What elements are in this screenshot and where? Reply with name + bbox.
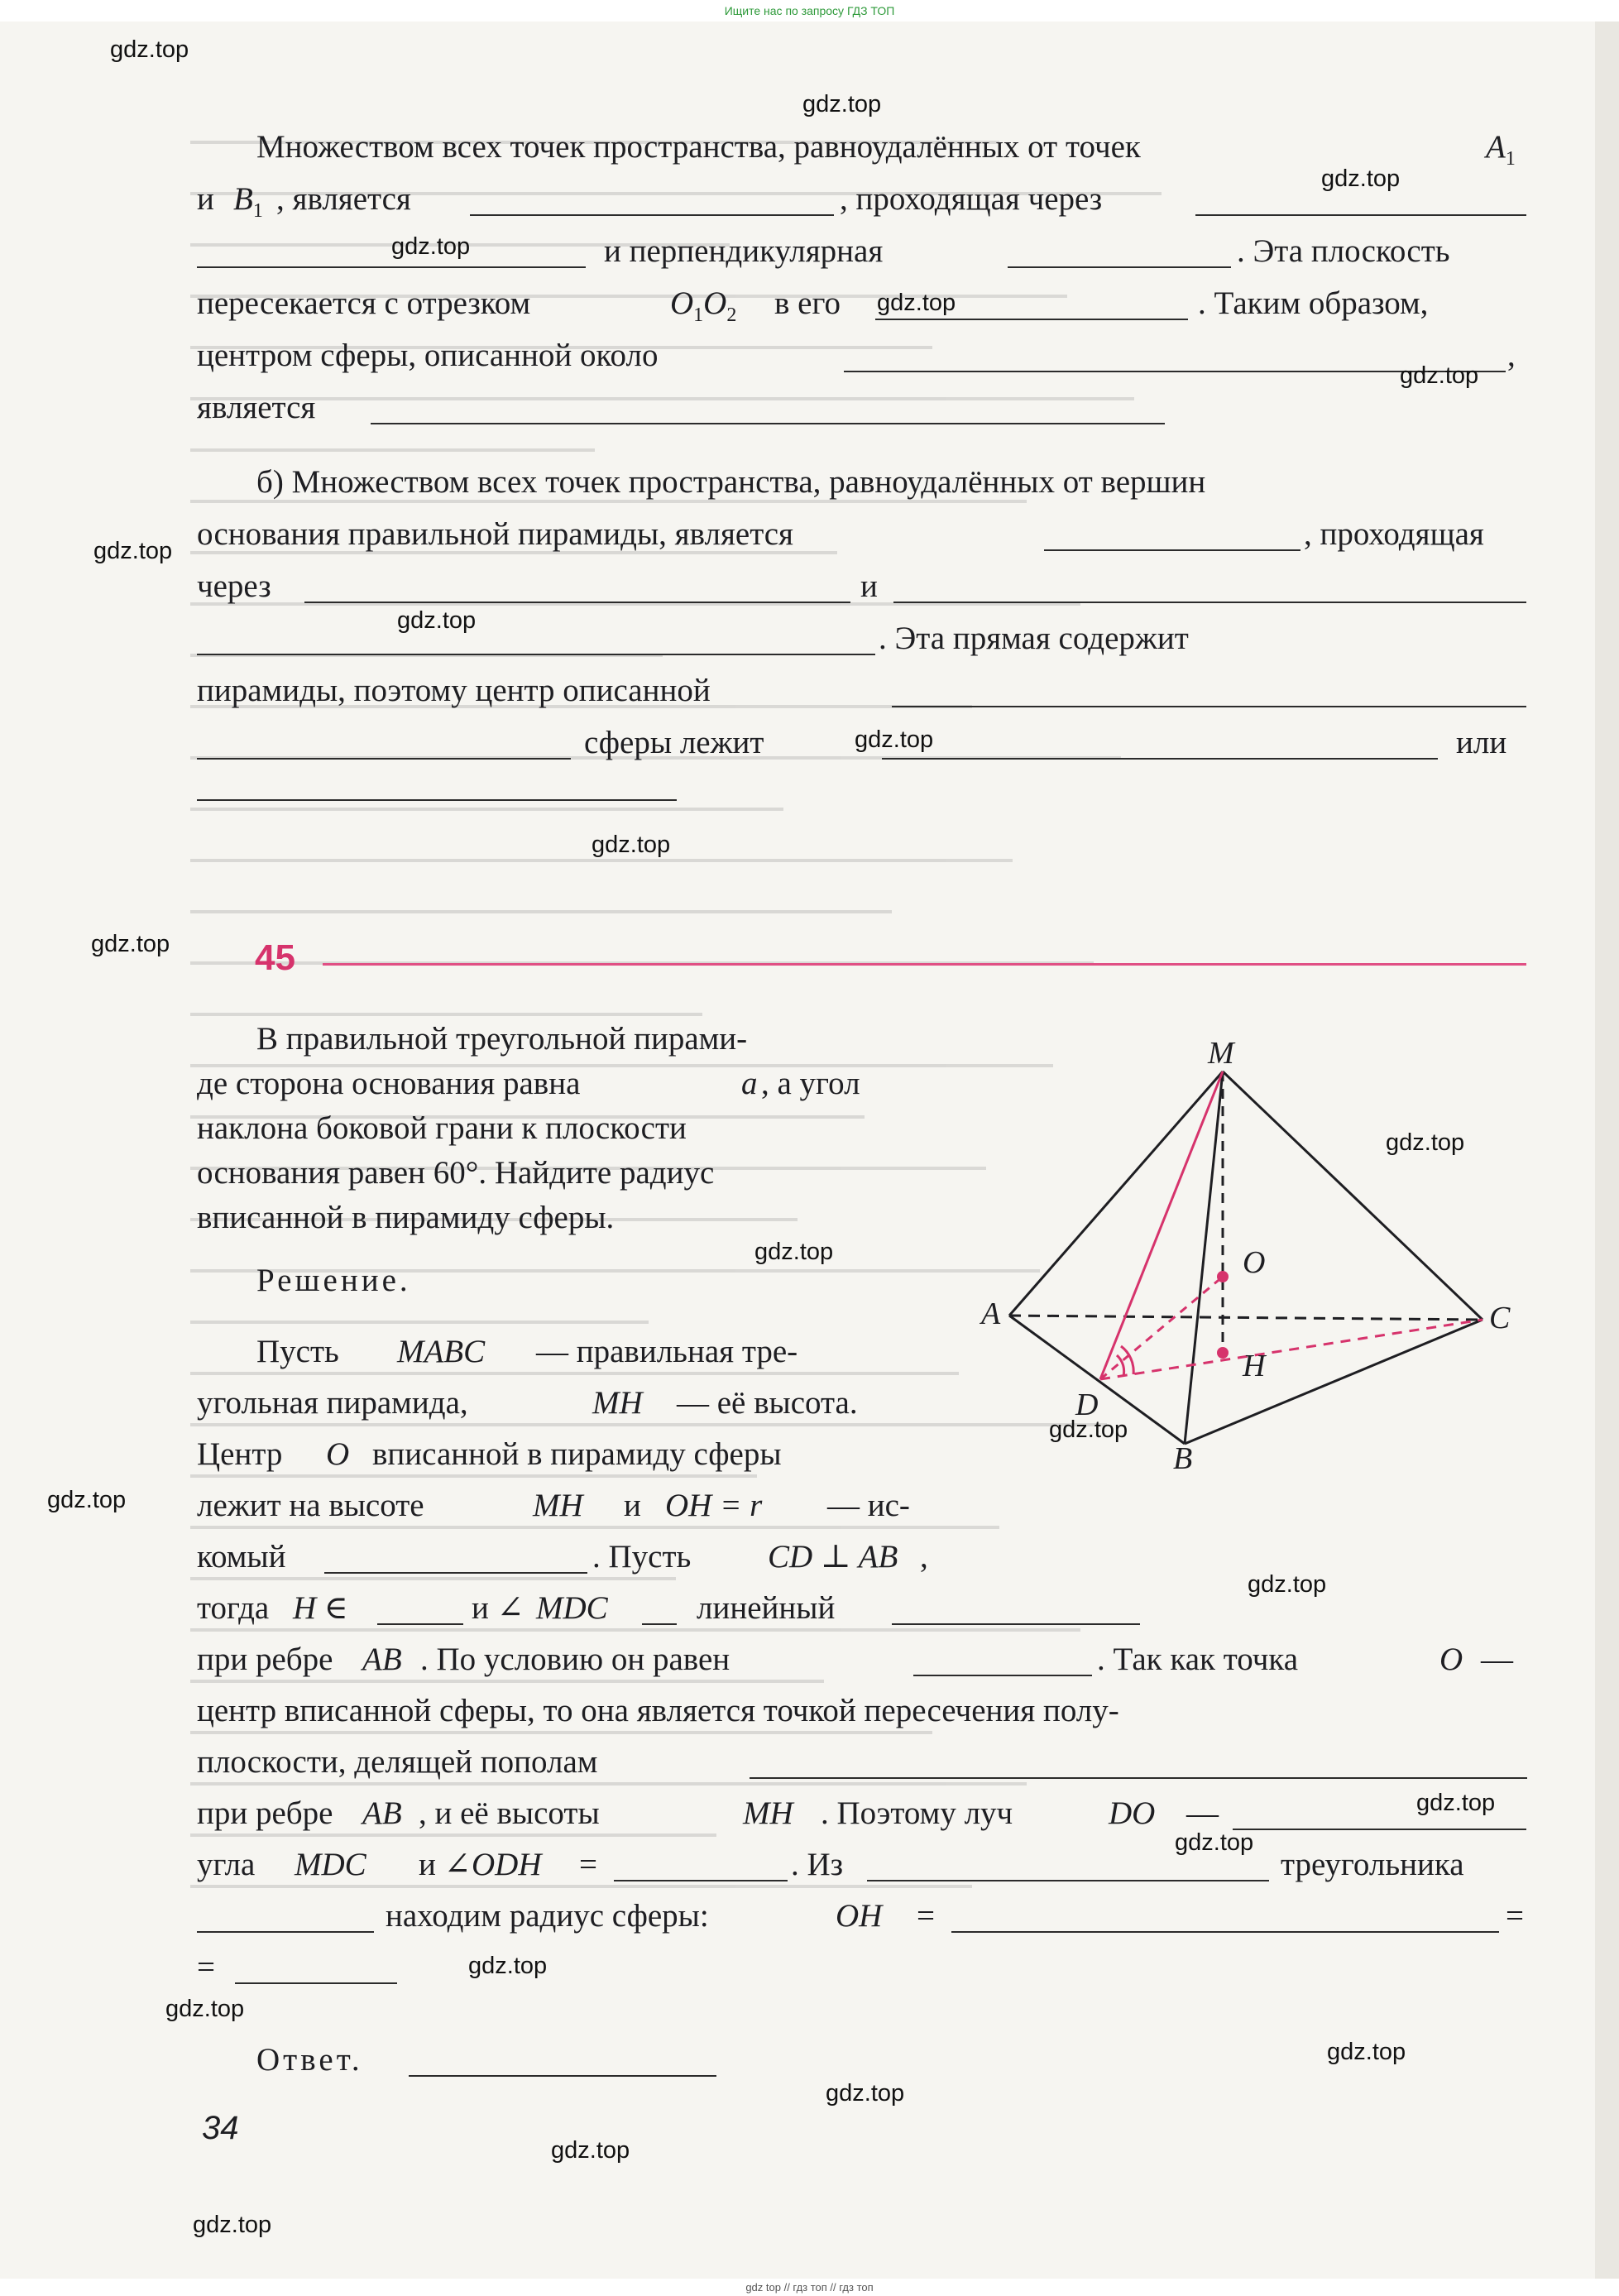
solution-line-2: угольная пирамида, MH — её высота. (197, 1385, 858, 1421)
solution-line-11: угла MDC и ∠ ODH = . Из треугольника (197, 1847, 1464, 1882)
watermark: gdz.top (110, 36, 189, 63)
watermark: gdz.top (802, 91, 882, 117)
condition-line-4: основания равен 60°. Найдите радиус (197, 1155, 715, 1191)
answer-blank[interactable] (750, 1777, 1527, 1779)
watermark: gdz.top (1248, 1571, 1327, 1598)
part-a-line-2: и $B_1$ , является , проходящая через (0, 175, 1619, 224)
answer-blank[interactable] (882, 758, 1438, 760)
condition-line-2: де сторона основания равна a , а угол (197, 1066, 860, 1101)
answer-blank[interactable] (913, 1675, 1092, 1676)
solution-line-3: Центр O вписанной в пирамиду сферы (197, 1436, 782, 1472)
task-number: 45 (255, 937, 295, 978)
point-O (1217, 1271, 1229, 1282)
watermark: gdz.top (855, 726, 934, 753)
median-DC (1100, 1320, 1482, 1379)
solution-line-4: лежит на высоте MH и OH = r — ис- (197, 1488, 910, 1523)
answer-blank[interactable] (197, 266, 586, 268)
label-H: H (1243, 1349, 1266, 1383)
answer-blank[interactable] (893, 602, 1526, 603)
watermark: gdz.top (93, 538, 173, 564)
part-b-line-1: б) Множеством всех точек пространства, равноудалённых от вершин (256, 464, 1206, 500)
part-a-line-4: пересекается с отрезком $O_1O_2$ в его . Таким образом, (197, 285, 1429, 326)
part-b-line-5: пирамиды, поэтому центр описанной (0, 666, 1619, 716)
watermark: gdz.top (391, 233, 471, 260)
answer-blank[interactable] (892, 706, 1526, 707)
answer-blank[interactable] (1044, 549, 1300, 551)
part-b-line-2: основания правильной пирамиды, является , проходящая (197, 516, 1484, 552)
label-O: O (1243, 1245, 1266, 1280)
watermark: gdz.top (754, 1239, 834, 1265)
watermark: gdz.top (551, 2137, 630, 2164)
solution-line-5: комый . Пусть CD ⊥ AB , (197, 1539, 928, 1575)
watermark: gdz.top (193, 2212, 272, 2238)
condition-line-3: наклона боковой грани к плоскости (197, 1110, 687, 1146)
apothem-MD (1100, 1071, 1223, 1379)
label-C: C (1489, 1301, 1511, 1335)
answer-blank[interactable] (1233, 1829, 1526, 1830)
answer-blank[interactable] (642, 1623, 677, 1625)
condition-line-1: В правильной треугольной пирами- (256, 1021, 748, 1057)
watermark: gdz.top (1175, 1829, 1254, 1856)
answer-blank[interactable] (951, 1931, 1499, 1933)
answer-blank[interactable] (875, 319, 1188, 320)
answer-blank[interactable] (197, 758, 571, 760)
edge-AC-hidden (1009, 1316, 1482, 1320)
part-b-line-3: через и (0, 562, 1619, 611)
watermark: gdz.top (1400, 362, 1479, 389)
answer-line: Ответ. (0, 2035, 1619, 2085)
label-M: M (1208, 1038, 1234, 1071)
answer-blank[interactable] (377, 1623, 463, 1625)
condition-line-5: вписанной в пирамиду сферы. (197, 1200, 615, 1235)
label-B: B (1173, 1441, 1193, 1469)
answer-blank[interactable] (409, 2075, 716, 2077)
answer-blank[interactable] (304, 602, 850, 603)
edge-MC (1223, 1071, 1482, 1320)
answer-blank[interactable] (892, 1623, 1140, 1625)
solution-line-13: = (0, 1943, 1619, 1992)
edge-BC (1185, 1320, 1482, 1444)
answer-blank[interactable] (324, 1572, 587, 1574)
solution-line-10: при ребре AB , и её высоты MH . Поэтому луч DO — (0, 1789, 1619, 1838)
bottom-banner-text: gdz top // гдз топ // гдз топ (745, 2281, 874, 2294)
watermark: gdz.top (47, 1487, 127, 1513)
answer-blank[interactable] (197, 654, 875, 655)
answer-blank[interactable] (614, 1880, 788, 1881)
watermark: gdz.top (592, 832, 671, 858)
solution-line-12: находим радиус сферы: OH = = (0, 1891, 1619, 1941)
solution-line-9: плоскости, делящей пополам (0, 1738, 1619, 1787)
answer-blank[interactable] (1195, 214, 1526, 216)
bottom-banner (0, 2279, 1619, 2296)
answer-blank[interactable] (197, 1931, 374, 1933)
part-a-line-5: центром сферы, описанной около , (197, 338, 1516, 373)
point-H (1217, 1347, 1229, 1359)
part-b-line-6: сферы лежит или (0, 718, 1619, 768)
answer-blank[interactable] (867, 1880, 1269, 1881)
watermark: gdz.top (397, 607, 477, 634)
watermark: gdz.top (1416, 1790, 1496, 1816)
part-b-line-7 (0, 770, 1619, 820)
edge-MB (1185, 1071, 1223, 1444)
label-D: D (1075, 1388, 1099, 1422)
solution-line-7: при ребре AB . По условию он равен . Так как точка O — (197, 1642, 1513, 1677)
part-a-line-1: Множеством всех точек пространства, равноудалённых от точек $A_1$ (256, 129, 1516, 170)
part-b-line-4: . Эта прямая содержит (0, 614, 1619, 664)
pyramid-diagram (976, 1038, 1539, 1469)
watermark: gdz.top (91, 931, 170, 957)
part-a-line-6: является (0, 383, 1619, 433)
solution-heading: Решение. (256, 1263, 411, 1298)
answer-blank[interactable] (235, 1982, 397, 1984)
watermark: gdz.top (1386, 1129, 1465, 1156)
watermark: gdz.top (877, 290, 956, 316)
part-a-line-3: и перпендикулярная . Эта плоскость (0, 227, 1619, 276)
watermark: gdz.top (468, 1953, 548, 1979)
label-A: A (981, 1297, 1001, 1331)
answer-blank[interactable] (1008, 266, 1231, 268)
edge-MA (1009, 1071, 1223, 1316)
watermark: gdz.top (165, 1996, 245, 2022)
top-banner-text: Ищите нас по запросу ГДЗ ТОП (724, 4, 895, 17)
watermark: gdz.top (1327, 2039, 1406, 2065)
watermark: gdz.top (826, 2080, 905, 2107)
top-banner (0, 0, 1619, 22)
page-number: 34 (202, 2110, 239, 2146)
solution-line-1: Пусть MABC — правильная тре- (256, 1334, 798, 1369)
answer-blank[interactable] (470, 214, 834, 216)
watermark: gdz.top (1321, 165, 1401, 192)
watermark: gdz.top (1049, 1416, 1128, 1443)
answer-blank[interactable] (197, 799, 677, 801)
solution-line-6: тогда H ∈ и ∠ MDC линейный (0, 1584, 1619, 1633)
answer-blank[interactable] (371, 423, 1165, 424)
solution-line-8: центр вписанной сферы, то она является точкой пересечения полу- (197, 1693, 1119, 1728)
task-separator (323, 963, 1526, 966)
